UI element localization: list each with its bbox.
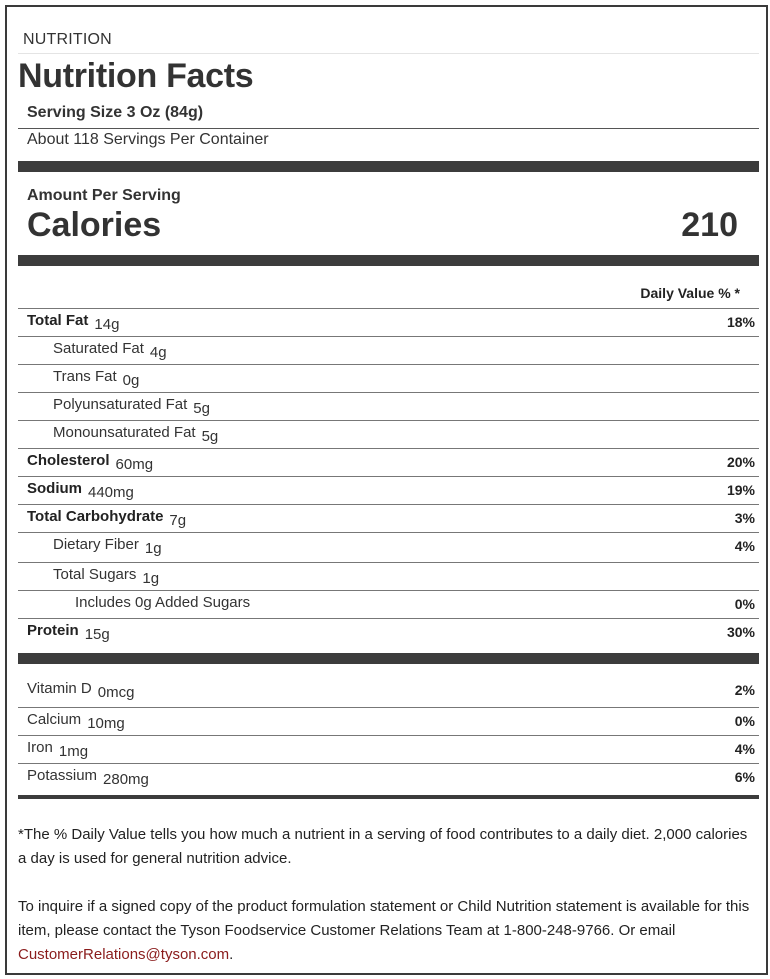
daily-value-percent: 30% <box>726 624 755 640</box>
daily-value-percent: 4% <box>734 741 755 757</box>
nutrient-label: Cholesterol <box>27 452 110 469</box>
nutrient-name <box>53 396 210 417</box>
nutrient-row <box>18 735 759 764</box>
contact-info <box>18 895 753 967</box>
divider <box>18 128 759 129</box>
nutrient-name <box>27 711 125 732</box>
nutrient-row <box>18 618 759 647</box>
contact-suffix: . <box>229 946 234 963</box>
page-title: Nutrition Facts <box>18 57 254 95</box>
nutrient-name <box>27 680 135 701</box>
servings-per-container: About 118 Servings Per Container <box>27 131 269 148</box>
nutrient-row <box>18 336 759 365</box>
nutrient-name <box>53 340 167 361</box>
nutrient-amount: 60mg <box>115 456 154 473</box>
nutrient-row <box>18 364 759 393</box>
nutrient-label: Saturated Fat <box>53 340 144 357</box>
nutrient-label: Calcium <box>27 711 82 728</box>
nutrient-name <box>27 452 154 473</box>
calories-label: Calories <box>27 206 162 244</box>
nutrient-label: Sodium <box>27 480 82 497</box>
nutrient-row <box>18 504 759 533</box>
thick-divider <box>18 653 759 664</box>
thick-divider <box>18 255 759 266</box>
amount-per-serving-label: Amount Per Serving <box>27 187 181 204</box>
nutrient-name <box>53 424 219 445</box>
nutrient-amount: 7g <box>169 512 187 529</box>
nutrient-label: Iron <box>27 739 53 756</box>
nutrient-amount: 1g <box>144 540 162 557</box>
nutrient-label: Protein <box>27 622 79 639</box>
nutrient-label: Vitamin D <box>27 680 92 697</box>
daily-value-percent: 3% <box>734 510 755 526</box>
daily-value-percent: 6% <box>734 769 755 785</box>
email-link[interactable]: CustomerRelations@tyson.com <box>18 946 230 963</box>
nutrient-label: Total Carbohydrate <box>27 508 164 525</box>
daily-value-percent: 0% <box>734 596 755 612</box>
nutrient-label: Potassium <box>27 767 98 784</box>
contact-text: To inquire if a signed copy of the product formulation statement or Child Nutrition statement is available for this item, please contact the Tyson Foodservice Customer Relations Team at 1-800-248-9766. Or email <box>18 898 750 939</box>
nutrient-label: Monounsaturated Fat <box>53 424 196 441</box>
nutrient-name <box>27 508 187 529</box>
nutrient-amount: 5g <box>201 428 219 445</box>
nutrient-row <box>18 448 759 477</box>
nutrient-row <box>18 532 759 561</box>
nutrient-amount: 1mg <box>58 743 89 760</box>
daily-value-percent: 2% <box>734 682 755 698</box>
nutrient-name <box>27 480 134 501</box>
nutrient-amount: 4g <box>149 344 167 361</box>
nutrient-label: Total Sugars <box>53 566 137 583</box>
nutrient-label: Polyunsaturated Fat <box>53 396 188 413</box>
section-label: NUTRITION <box>23 31 112 48</box>
nutrient-row <box>18 707 759 736</box>
daily-value-percent: 4% <box>734 538 755 554</box>
nutrient-row <box>18 476 759 505</box>
nutrient-label: Total Fat <box>27 312 89 329</box>
daily-value-header: Daily Value % * <box>640 285 740 301</box>
nutrient-amount: 10mg <box>87 715 125 732</box>
daily-value-percent: 20% <box>726 454 755 470</box>
thick-divider <box>18 161 759 172</box>
nutrient-row <box>18 420 759 449</box>
nutrient-amount: 15g <box>84 626 110 643</box>
daily-value-percent: 0% <box>734 713 755 729</box>
nutrient-row <box>18 763 759 792</box>
nutrient-name <box>27 312 120 333</box>
daily-value-footnote: *The % Daily Value tells you how much a nutrient in a serving of food contributes to a daily diet. 2,000 calories a day is used for general nutrition advice. <box>18 826 748 867</box>
medium-divider <box>18 795 759 799</box>
nutrient-label: Includes 0g Added Sugars <box>75 594 251 611</box>
nutrient-amount: 280mg <box>103 771 149 788</box>
nutrient-name <box>27 739 89 760</box>
nutrient-label: Dietary Fiber <box>53 536 139 553</box>
nutrient-amount: 0mcg <box>97 684 135 701</box>
daily-value-percent: 18% <box>726 314 755 330</box>
nutrient-name <box>53 536 162 557</box>
nutrient-name <box>53 368 140 389</box>
nutrient-row <box>18 590 759 619</box>
nutrient-row <box>18 677 759 705</box>
nutrient-name <box>27 767 149 788</box>
nutrient-amount: 440mg <box>88 484 134 501</box>
section-divider <box>18 53 759 54</box>
nutrient-row <box>18 562 759 591</box>
calories-value: 210 <box>681 206 738 244</box>
daily-value-percent: 19% <box>726 482 755 498</box>
nutrient-amount: 0g <box>122 372 140 389</box>
nutrient-row <box>18 392 759 421</box>
nutrient-amount: 1g <box>142 570 160 587</box>
nutrient-name <box>53 566 160 587</box>
serving-size: Serving Size 3 Oz (84g) <box>27 104 204 121</box>
nutrient-name <box>75 594 250 611</box>
nutrient-amount: 14g <box>94 316 120 333</box>
nutrient-name <box>27 622 110 643</box>
nutrient-label: Trans Fat <box>53 368 117 385</box>
nutrition-panel <box>5 5 768 975</box>
nutrient-amount: 5g <box>193 400 210 417</box>
nutrient-row <box>18 308 759 337</box>
